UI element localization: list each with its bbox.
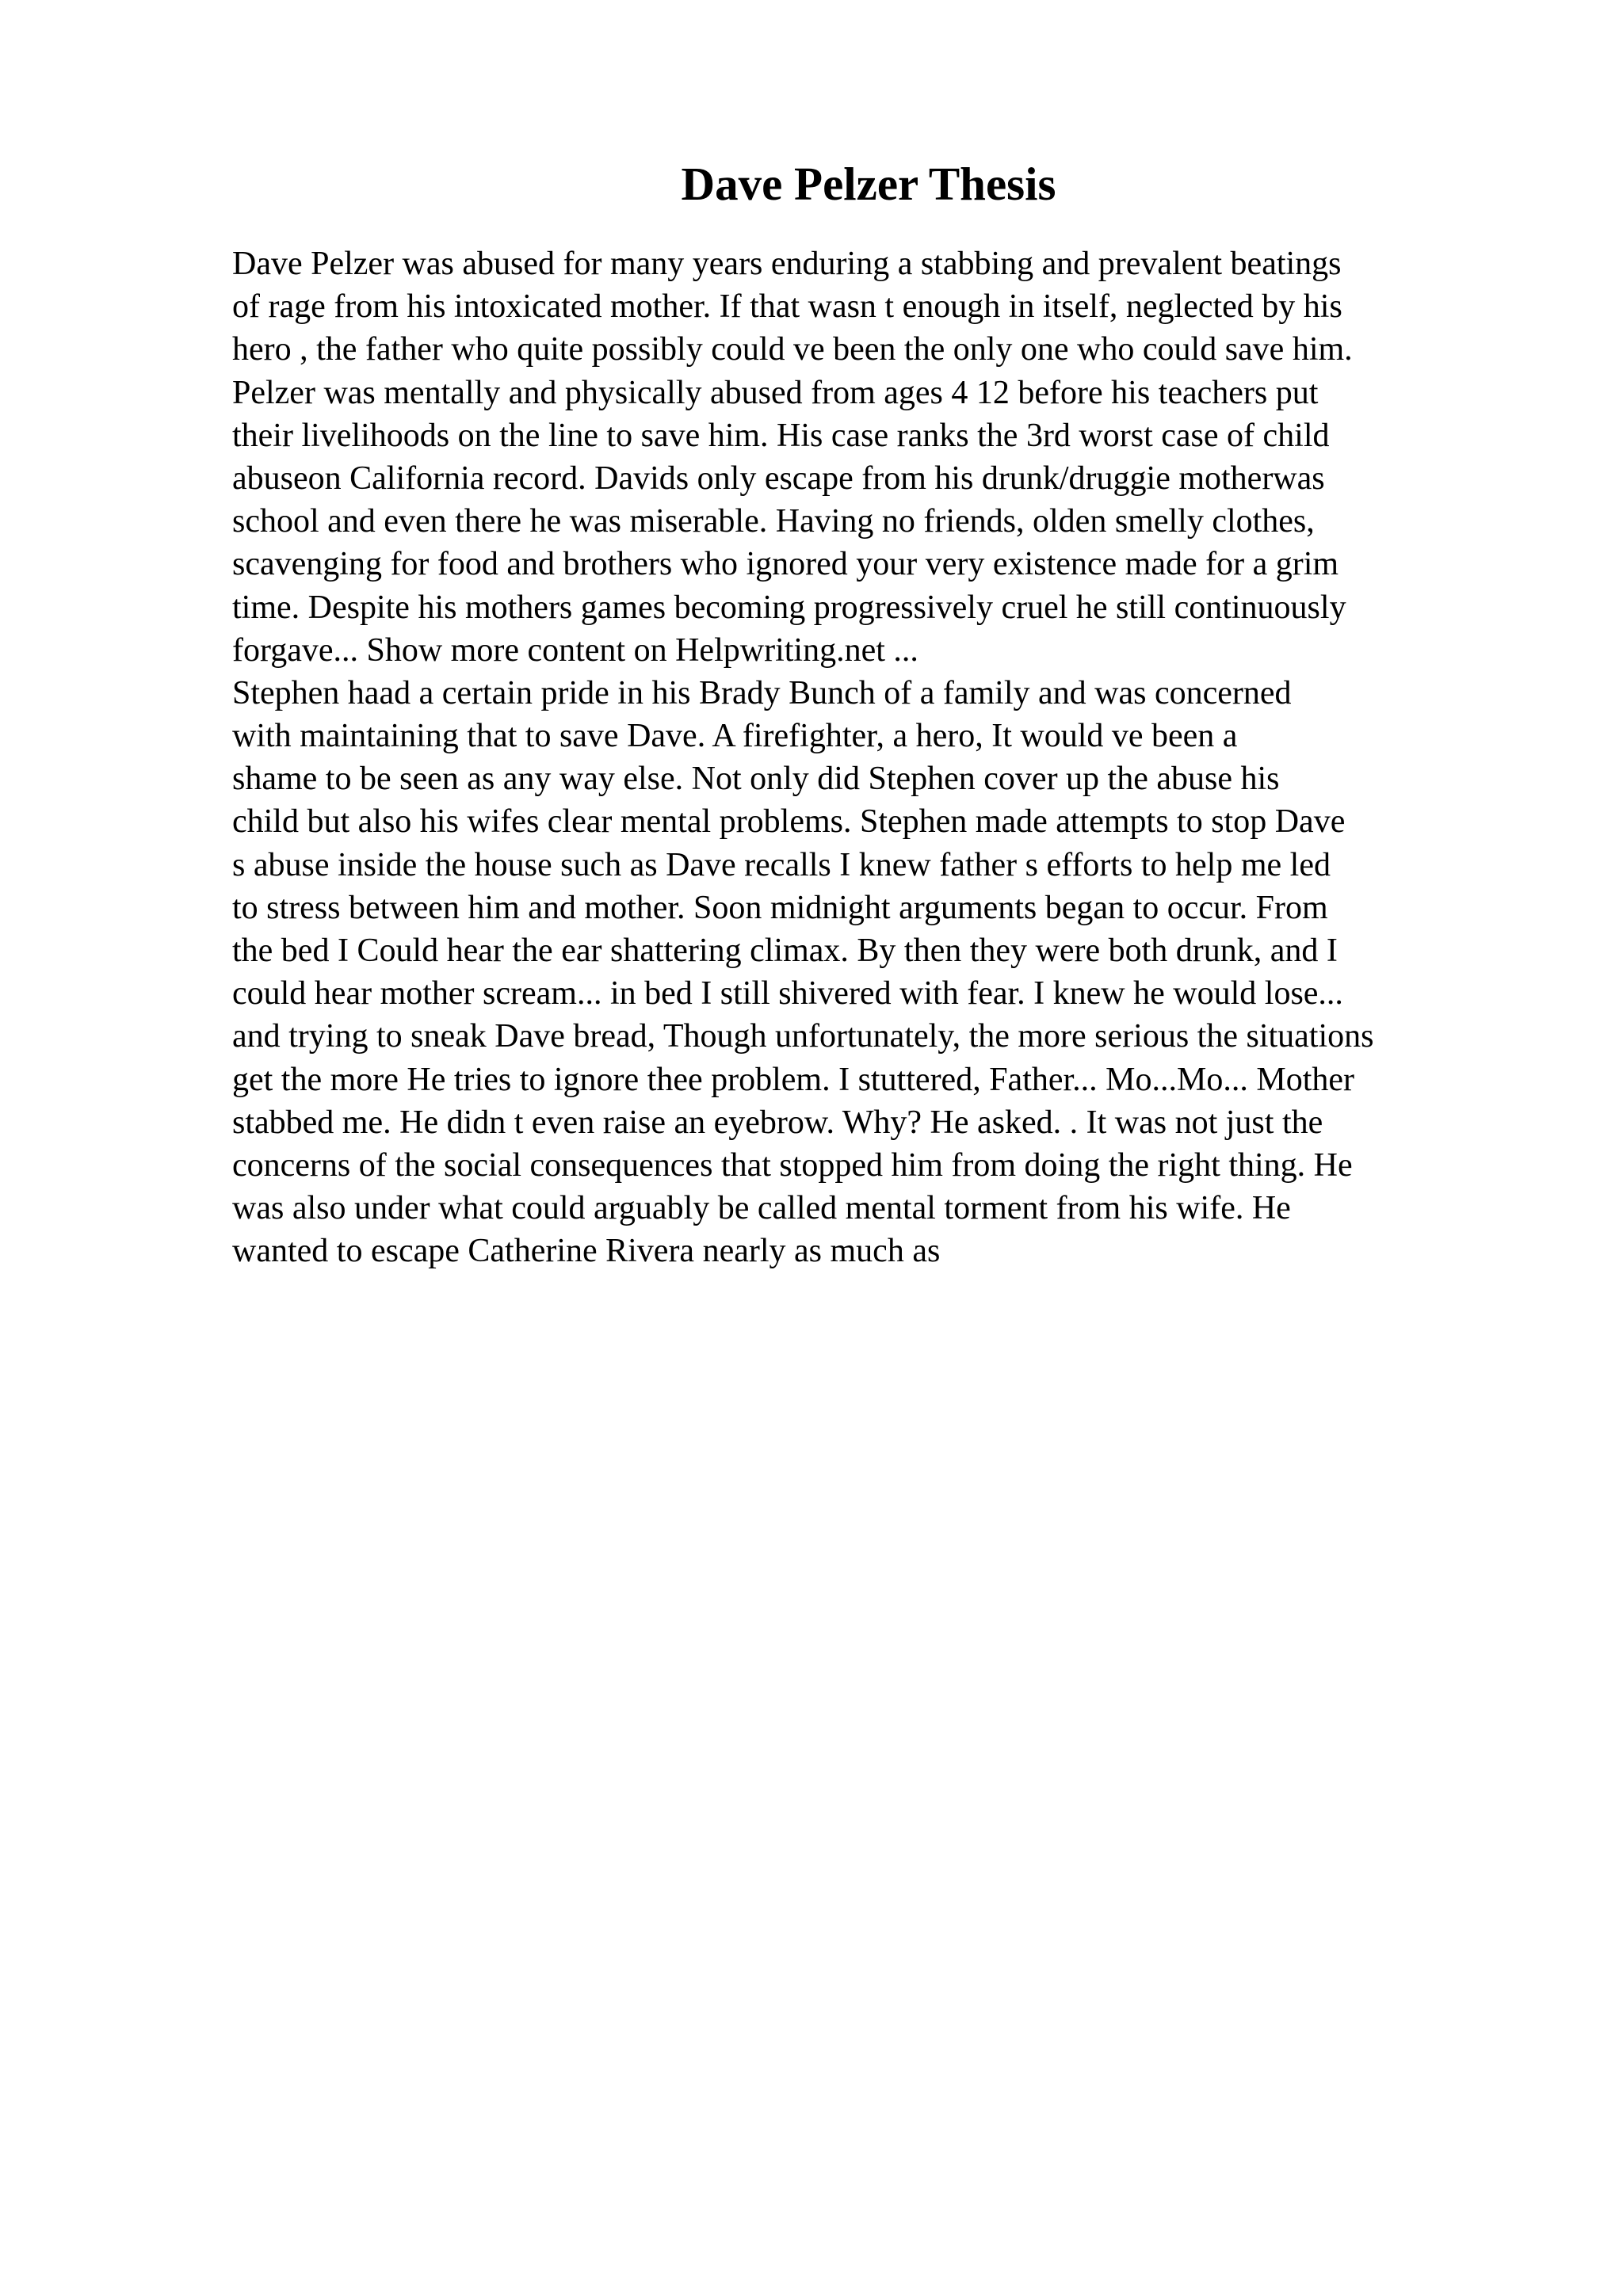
text-line-5: their livelihoods on the line to save him. His case ranks the 3rd worst case of child — [232, 417, 1330, 454]
text-line-14: child but also his wifes clear mental problems. Stephen made attempts to stop Dave — [232, 803, 1346, 841]
document-body — [232, 242, 1595, 1273]
text-line-6: abuseon California record. Davids only escape from his drunk/druggie motherwas — [232, 460, 1325, 497]
text-line-9: time. Despite his mothers games becoming progressively cruel he still continuously — [232, 589, 1346, 626]
text-line-21: stabbed me. He didn t even raise an eyebrow. Why? He asked. . It was not just the — [232, 1104, 1323, 1141]
text-line-23: was also under what could arguably be called mental torment from his wife. He — [232, 1190, 1291, 1227]
text-line-17: the bed I Could hear the ear shattering climax. By then they were both drunk, and I — [232, 933, 1338, 969]
text-line-16: to stress between him and mother. Soon midnight arguments began to occur. From — [232, 889, 1328, 926]
text-line-20: get the more He tries to ignore thee problem. I stuttered, Father... Mo...Mo... Mother — [232, 1061, 1355, 1098]
text-line-8: scavenging for food and brothers who ignored your very existence made for a grim — [232, 546, 1339, 583]
text-line-7: school and even there he was miserable. Having no friends, olden smelly clothes, — [232, 503, 1315, 540]
text-line-3: hero , the father who quite possibly could ve been the only one who could save him. — [232, 331, 1353, 368]
document-title: Dave Pelzer Thesis — [681, 158, 1056, 210]
text-line-11: Stephen haad a certain pride in his Brady Bunch of a family and was concerned — [232, 674, 1292, 711]
text-line-2: of rage from his intoxicated mother. If that wasn t enough in itself, neglected by his — [232, 288, 1342, 326]
text-line-22: concerns of the social consequences that stopped him from doing the right thing. He — [232, 1146, 1353, 1184]
text-line-13: shame to be seen as any way else. Not only did Stephen cover up the abuse his — [232, 761, 1280, 798]
text-line-1: Dave Pelzer was abused for many years enduring a stabbing and prevalent beatings — [232, 246, 1342, 282]
text-line-24: wanted to escape Catherine Rivera nearly as much as — [232, 1233, 941, 1270]
text-line-18: could hear mother scream... in bed I still shivered with fear. I knew he would lose... — [232, 975, 1343, 1013]
text-line-10: forgave... Show more content on Helpwriting.net ... — [232, 631, 918, 669]
text-line-19: and trying to sneak Dave bread, Though unfortunately, the more serious the situations — [232, 1018, 1374, 1055]
text-line-15: s abuse inside the house such as Dave recalls I knew father s efforts to help me led — [232, 846, 1331, 883]
text-line-12: with maintaining that to save Dave. A firefighter, a hero, It would ve been a — [232, 718, 1238, 755]
text-line-4: Pelzer was mentally and physically abused from ages 4 12 before his teachers put — [232, 374, 1319, 411]
